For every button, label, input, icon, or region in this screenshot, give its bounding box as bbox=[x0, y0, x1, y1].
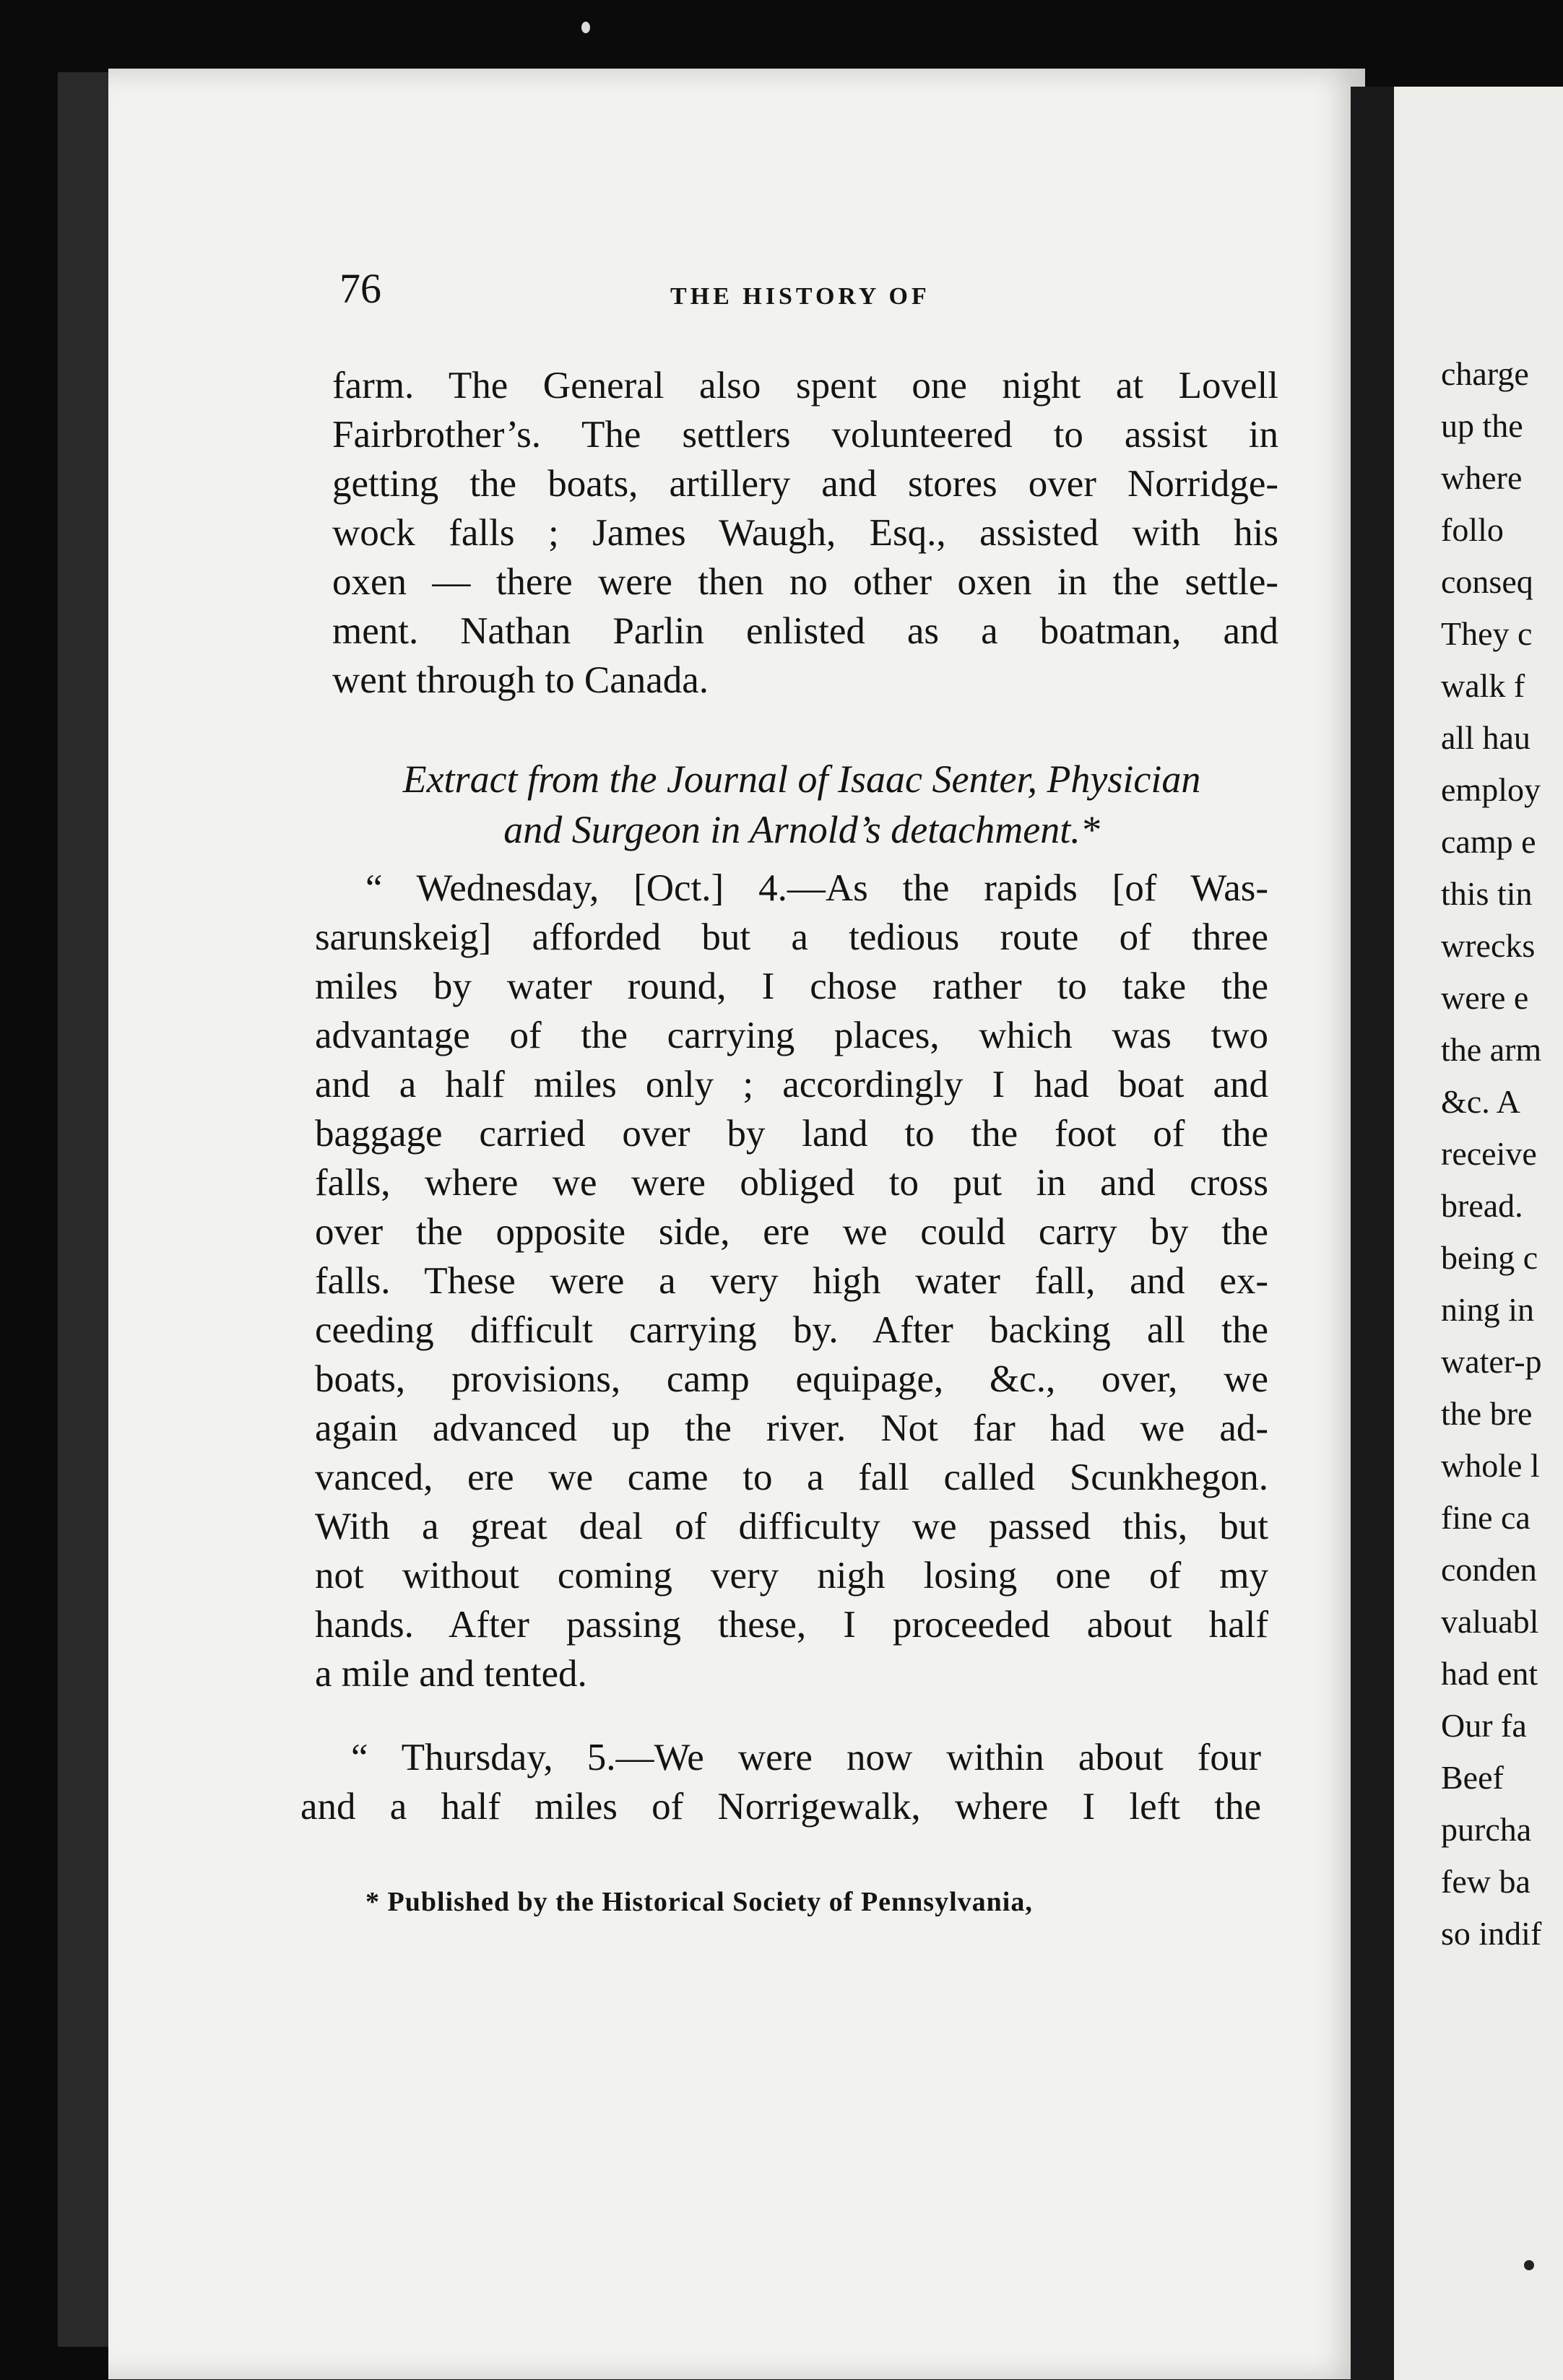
section-heading bbox=[325, 754, 1278, 855]
facing-line: Beef bbox=[1441, 1759, 1504, 1796]
text-line: With a great deal of difficulty we passed this, but bbox=[315, 1506, 1268, 1547]
facing-line: whole l bbox=[1441, 1447, 1540, 1484]
running-header: THE HISTORY OF bbox=[670, 283, 930, 310]
text-line: and a half miles only ; accordingly I had boat and bbox=[315, 1064, 1268, 1106]
facing-line: They c bbox=[1441, 615, 1533, 652]
facing-line: ning in bbox=[1441, 1291, 1535, 1328]
text-line: ment. Nathan Parlin enlisted as a boatman, and bbox=[332, 610, 1278, 652]
specks bbox=[581, 22, 590, 33]
facing-page bbox=[1394, 87, 1563, 2380]
text-line: vanced, ere we came to a fall called Scunkhegon. bbox=[315, 1456, 1268, 1498]
facing-line: all hau bbox=[1441, 719, 1530, 756]
page-number: 76 bbox=[339, 265, 381, 312]
facing-line: conden bbox=[1441, 1551, 1537, 1588]
facing-line: walk f bbox=[1441, 667, 1525, 704]
facing-line: charge bbox=[1441, 355, 1529, 392]
text-line: miles by water round, I chose rather to take the bbox=[315, 965, 1268, 1007]
text-line: not without coming very nigh losing one of my bbox=[315, 1555, 1268, 1597]
facing-line: the bre bbox=[1441, 1395, 1533, 1432]
text-line: farm. The General also spent one night at Lovell bbox=[332, 365, 1278, 407]
facing-line: bread. bbox=[1441, 1187, 1523, 1224]
heading-line: Extract from the Journal of Isaac Senter, Physician bbox=[402, 757, 1201, 801]
facing-line: being c bbox=[1441, 1239, 1538, 1276]
text-line: a mile and tented. bbox=[315, 1653, 587, 1695]
text-line: “ Thursday, 5.—We were now within about four bbox=[351, 1737, 1261, 1779]
text-line: Fairbrother’s. The settlers volunteered to assist in bbox=[332, 414, 1278, 456]
text-line: getting the boats, artillery and stores over Norridge- bbox=[332, 463, 1278, 505]
facing-line: few ba bbox=[1441, 1863, 1530, 1900]
text-line: “ Wednesday, [Oct.] 4.—As the rapids [of Was- bbox=[365, 867, 1268, 909]
facing-line: this tin bbox=[1441, 875, 1533, 912]
heading-line: and Surgeon in Arnold’s detachment.* bbox=[503, 808, 1100, 851]
text-line: went through to Canada. bbox=[332, 659, 709, 701]
paragraph-2 bbox=[315, 864, 1268, 1698]
text-line: hands. After passing these, I proceeded about half bbox=[315, 1604, 1268, 1646]
facing-line: up the bbox=[1441, 407, 1523, 444]
text-line: advantage of the carrying places, which was two bbox=[315, 1015, 1268, 1056]
facing-line: fine ca bbox=[1441, 1499, 1530, 1536]
facing-line: Our fa bbox=[1441, 1707, 1527, 1744]
facing-line: receive bbox=[1441, 1135, 1537, 1172]
facing-line: purcha bbox=[1441, 1811, 1532, 1848]
footnote: * Published by the Historical Society of Pennsylvania, bbox=[365, 1887, 1033, 1917]
text-line: again advanced up the river. Not far had we ad- bbox=[315, 1407, 1268, 1449]
facing-line: water-p bbox=[1441, 1343, 1542, 1380]
facing-line: valuabl bbox=[1441, 1603, 1539, 1640]
text-line: sarunskeig] afforded but a tedious route of three bbox=[315, 916, 1268, 958]
book-gutter bbox=[1351, 87, 1394, 2380]
facing-line: were e bbox=[1441, 979, 1529, 1016]
book-edge-left bbox=[58, 72, 113, 2347]
facing-line: had ent bbox=[1441, 1655, 1538, 1692]
paragraph-3 bbox=[300, 1733, 1261, 1831]
text-line: baggage carried over by land to the foot of the bbox=[315, 1113, 1268, 1155]
facing-line: conseq bbox=[1441, 563, 1533, 600]
facing-line: employ bbox=[1441, 771, 1541, 808]
specks bbox=[1524, 2260, 1534, 2270]
facing-line: the arm bbox=[1441, 1031, 1542, 1068]
text-line: oxen — there were then no other oxen in the settle- bbox=[332, 561, 1278, 603]
facing-line: where bbox=[1441, 459, 1523, 496]
facing-line: so indif bbox=[1441, 1915, 1542, 1952]
facing-line: camp e bbox=[1441, 823, 1536, 860]
text-line: falls, where we were obliged to put in and cross bbox=[315, 1162, 1268, 1204]
text-line: and a half miles of Norrigewalk, where I left the bbox=[300, 1786, 1261, 1828]
facing-line: wrecks bbox=[1441, 927, 1536, 964]
paragraph-1 bbox=[332, 361, 1278, 705]
text-line: boats, provisions, camp equipage, &c., over, we bbox=[315, 1358, 1268, 1400]
facing-line: &c. A bbox=[1441, 1083, 1520, 1120]
text-line: over the opposite side, ere we could carry by the bbox=[315, 1211, 1268, 1253]
text-line: ceeding difficult carrying by. After backing all the bbox=[315, 1309, 1268, 1351]
text-line: wock falls ; James Waugh, Esq., assisted with his bbox=[332, 512, 1278, 554]
text-line: falls. These were a very high water fall, and ex- bbox=[315, 1260, 1268, 1302]
facing-line: follo bbox=[1441, 511, 1504, 548]
